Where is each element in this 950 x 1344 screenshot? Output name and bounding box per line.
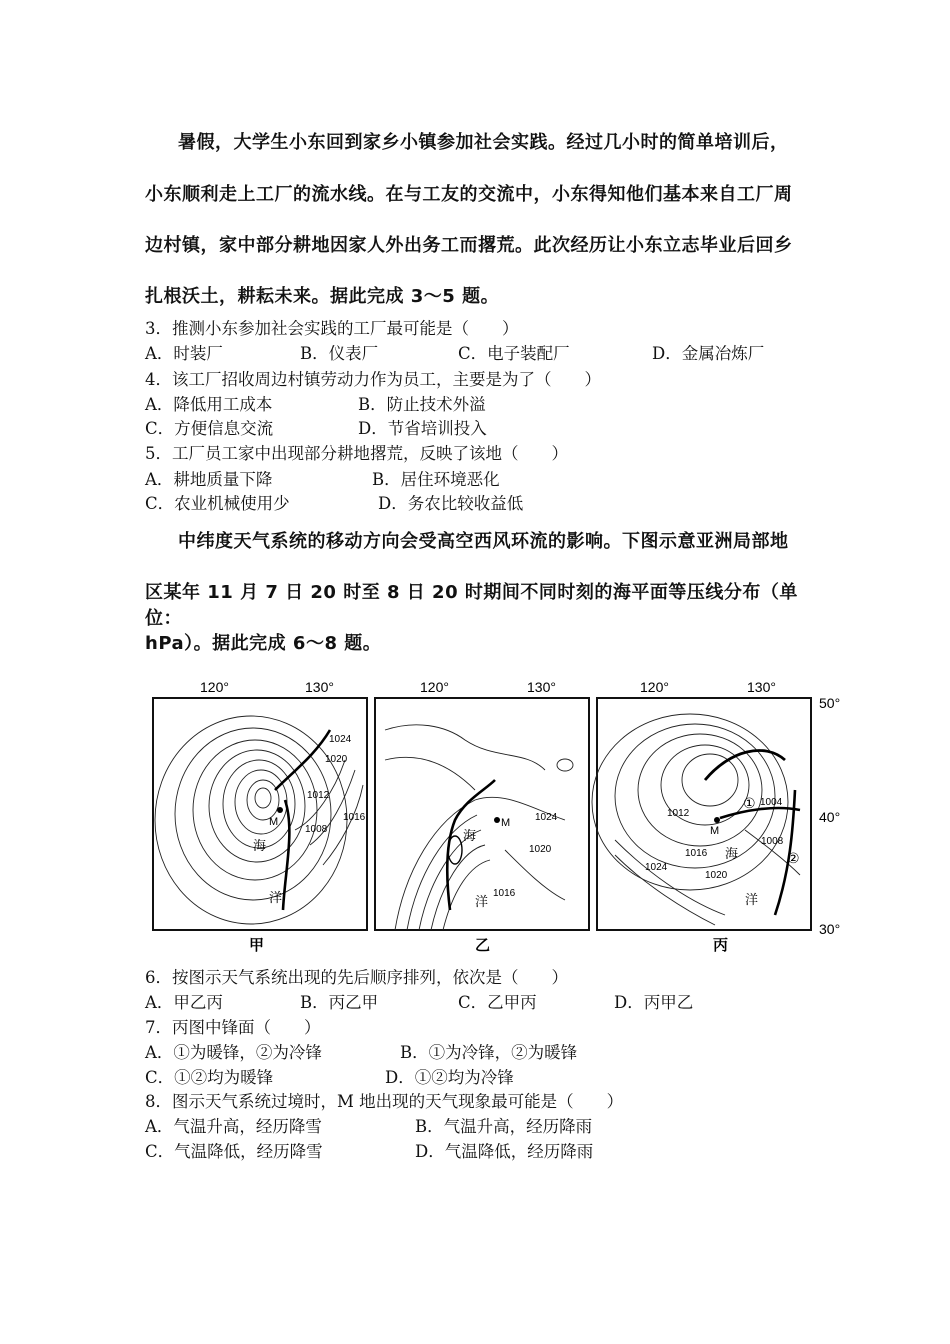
panel-bing-sea-2: 洋 — [745, 892, 759, 907]
panel-bing-isobar-1004: 1004 — [760, 797, 783, 808]
question-4-stem: 4．该工厂招收周边村镇劳动力作为员工，主要是为了（ ） — [145, 370, 601, 389]
passage-2-line-1: 中纬度天气系统的移动方向会受高空西风环流的影响。下图示意亚洲局部地 — [178, 531, 789, 552]
question-6-option-a[interactable]: A．甲乙丙 — [145, 993, 223, 1012]
question-4-option-c[interactable]: C．方便信息交流 — [145, 419, 274, 438]
question-5-option-c[interactable]: C．农业机械使用少 — [145, 494, 290, 513]
question-5-option-b[interactable]: B．居住环境恶化 — [372, 470, 500, 489]
question-5-option-d[interactable]: D．务农比较收益低 — [378, 494, 524, 513]
panel-bing-isobar-1020: 1020 — [705, 870, 728, 881]
panel-jia-label: 甲 — [249, 937, 265, 954]
panel-bing — [592, 698, 811, 954]
question-7-stem: 7．丙图中锋面（ ） — [145, 1018, 321, 1037]
lat-label-30: 30° — [819, 921, 841, 937]
panel-jia-isobar-1016: 1016 — [343, 812, 366, 823]
lon-label-120-c: 120° — [640, 679, 669, 695]
question-7-option-a[interactable]: A．①为暖锋，②为冷锋 — [145, 1043, 322, 1062]
panel-bing-front-1: ① — [743, 795, 756, 811]
question-4-option-d[interactable]: D．节省培训投入 — [358, 419, 487, 438]
panel-yi-sea-2: 洋 — [475, 894, 489, 909]
panel-bing-isobar-1012: 1012 — [667, 808, 690, 819]
question-5-option-a[interactable]: A．耕地质量下降 — [145, 470, 273, 489]
question-5-stem: 5．工厂员工家中出现部分耕地撂荒，反映了该地（ ） — [145, 444, 568, 463]
question-3-option-d[interactable]: D．金属冶炼厂 — [652, 344, 765, 363]
panel-jia — [153, 698, 367, 954]
panel-bing-isobar-1008: 1008 — [761, 836, 784, 847]
panel-jia-isobar-1012: 1012 — [307, 790, 330, 801]
question-3-option-c[interactable]: C．电子装配厂 — [458, 344, 570, 363]
passage-2-line-3: hPa）。据此完成 6～8 题。 — [145, 633, 382, 654]
panel-jia-isobar-1008: 1008 — [305, 824, 328, 835]
lat-label-40: 40° — [819, 809, 841, 825]
question-4-option-a[interactable]: A．降低用工成本 — [145, 395, 273, 414]
panel-yi-isobar-1024: 1024 — [535, 812, 558, 823]
lon-label-120-a: 120° — [200, 679, 229, 695]
panel-bing-label: 丙 — [713, 937, 729, 954]
question-6-option-d[interactable]: D．丙甲乙 — [614, 993, 694, 1012]
lon-label-120-b: 120° — [420, 679, 449, 695]
lon-label-130-c: 130° — [747, 679, 776, 695]
question-6-stem: 6．按图示天气系统出现的先后顺序排列，依次是（ ） — [145, 968, 568, 987]
isobar-figure — [145, 670, 855, 960]
lat-label-50: 50° — [819, 695, 841, 711]
panel-yi-isobar-1016: 1016 — [493, 888, 516, 899]
panel-yi-isobar-1020: 1020 — [529, 844, 552, 855]
question-6-option-b[interactable]: B．丙乙甲 — [300, 993, 379, 1012]
lon-label-130-b: 130° — [527, 679, 556, 695]
question-8-option-b[interactable]: B．气温升高，经历降雨 — [415, 1117, 593, 1136]
passage-1-line-4: 扎根沃土，耕耘未来。据此完成 3～5 题。 — [145, 286, 500, 307]
panel-bing-point-m: M — [710, 825, 720, 837]
question-3-stem: 3．推测小东参加社会实践的工厂最可能是（ ） — [145, 319, 519, 338]
question-7-option-c[interactable]: C．①②均为暖锋 — [145, 1068, 274, 1087]
panel-jia-sea-1: 海 — [253, 838, 267, 853]
panel-bing-isobar-1024: 1024 — [645, 862, 668, 873]
panel-jia-point-m: M — [269, 816, 279, 828]
panel-yi-label: 乙 — [475, 937, 491, 954]
panel-yi-point-m: M — [501, 817, 511, 829]
panel-bing-isobar-1016: 1016 — [685, 848, 708, 859]
panel-jia-isobar-1024: 1024 — [329, 734, 352, 745]
panel-bing-front-2: ② — [787, 850, 800, 866]
question-6-option-c[interactable]: C．乙甲丙 — [458, 993, 537, 1012]
panel-yi — [375, 698, 589, 954]
panel-yi-sea-1: 海 — [463, 828, 477, 843]
passage-1-line-3: 边村镇，家中部分耕地因家人外出务工而撂荒。此次经历让小东立志毕业后回乡 — [145, 235, 793, 256]
question-7-option-d[interactable]: D．①②均为冷锋 — [385, 1068, 514, 1087]
panel-bing-sea-1: 海 — [725, 846, 739, 861]
passage-1-line-1: 暑假，大学生小东回到家乡小镇参加社会实践。经过几小时的简单培训后， — [178, 132, 789, 153]
panel-jia-isobar-1020: 1020 — [325, 754, 348, 765]
question-7-option-b[interactable]: B．①为冷锋，②为暖锋 — [400, 1043, 578, 1062]
question-8-option-a[interactable]: A．气温升高，经历降雪 — [145, 1117, 322, 1136]
lon-label-130-a: 130° — [305, 679, 334, 695]
panel-jia-sea-2: 洋 — [269, 890, 283, 905]
question-8-stem: 8．图示天气系统过境时，M 地出现的天气现象最可能是（ ） — [145, 1092, 624, 1111]
question-4-option-b[interactable]: B．防止技术外溢 — [358, 395, 486, 414]
question-8-option-c[interactable]: C．气温降低，经历降雪 — [145, 1142, 323, 1161]
passage-1-line-2: 小东顺利走上工厂的流水线。在与工友的交流中，小东得知他们基本来自工厂周 — [145, 184, 793, 205]
passage-2-line-2: 区某年 11 月 7 日 20 时至 8 日 20 时期间不同时刻的海平面等压线分布（单位： — [145, 582, 798, 629]
question-3-option-b[interactable]: B．仪表厂 — [300, 344, 379, 363]
question-3-option-a[interactable]: A．时装厂 — [145, 344, 223, 363]
question-8-option-d[interactable]: D．气温降低，经历降雨 — [415, 1142, 594, 1161]
